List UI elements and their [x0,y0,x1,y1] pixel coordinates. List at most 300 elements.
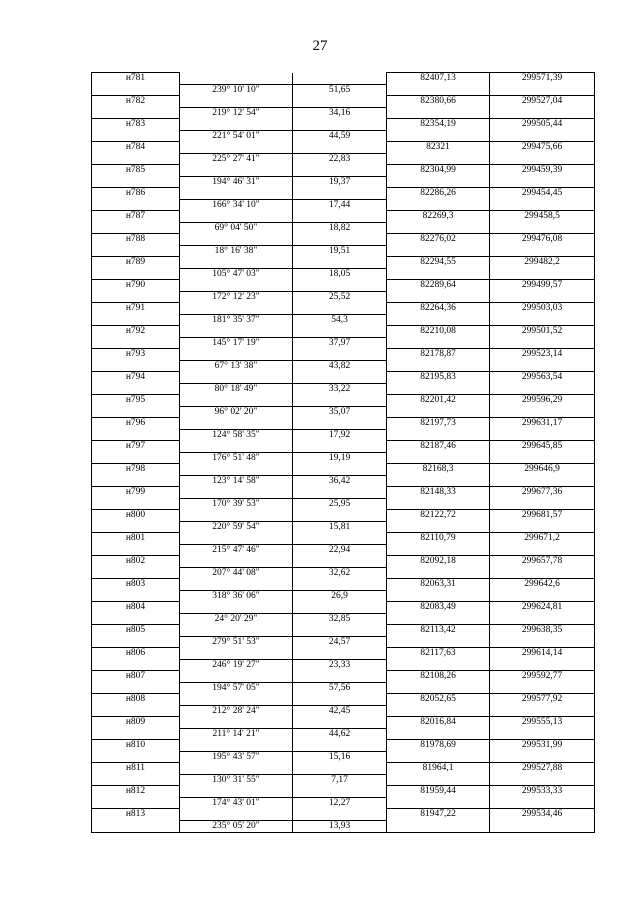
blank-cell [180,533,293,545]
blank-cell [180,96,293,108]
blank-cell [387,84,490,96]
length-cell: 32,62 [293,567,387,579]
y-coordinate-cell: 299631,17 [490,418,595,430]
blank-cell [293,234,387,246]
point-name-cell: н787 [92,211,180,223]
x-coordinate-cell: 82269,3 [387,211,490,223]
point-name-cell: н807 [92,671,180,683]
blank-cell [293,556,387,568]
y-coordinate-cell: 299454,45 [490,188,595,200]
blank-cell [180,165,293,177]
direction-angle-cell: 96° 02' 20" [180,406,293,418]
length-cell: 44,62 [293,728,387,740]
blank-cell [180,464,293,476]
blank-cell [92,544,180,556]
y-coordinate-cell: 299476,08 [490,234,595,246]
blank-cell [293,326,387,338]
table-row [92,176,595,188]
blank-cell [490,613,595,625]
blank-cell [387,544,490,556]
y-coordinate-cell: 299614,14 [490,648,595,660]
blank-cell [293,372,387,384]
blank-cell [92,751,180,763]
blank-cell [92,406,180,418]
blank-cell [180,556,293,568]
x-coordinate-cell: 82178,87 [387,349,490,361]
blank-cell [387,199,490,211]
x-coordinate-cell: 82264,36 [387,303,490,315]
blank-cell [387,636,490,648]
blank-cell [293,533,387,545]
point-name-cell: н789 [92,257,180,269]
table-row [92,326,595,338]
blank-cell [490,659,595,671]
y-coordinate-cell: 299555,13 [490,717,595,729]
x-coordinate-cell: 82195,83 [387,372,490,384]
direction-angle-cell: 207° 44' 08" [180,567,293,579]
table-row [92,360,595,372]
direction-angle-cell: 181° 35' 37" [180,314,293,326]
blank-cell [387,452,490,464]
table-row [92,337,595,349]
x-coordinate-cell: 82407,13 [387,73,490,85]
table-row [92,268,595,280]
blank-cell [293,303,387,315]
table-row [92,280,595,292]
table-row [92,533,595,545]
table-row [92,682,595,694]
table-row [92,590,595,602]
blank-cell [180,786,293,798]
blank-cell [387,360,490,372]
point-name-cell: н803 [92,579,180,591]
length-cell: 25,95 [293,498,387,510]
x-coordinate-cell: 82210,08 [387,326,490,338]
table-row [92,636,595,648]
blank-cell [180,395,293,407]
table-row [92,84,595,96]
direction-angle-cell: 80° 18' 49" [180,383,293,395]
table-row [92,797,595,809]
blank-cell [180,694,293,706]
blank-cell [387,268,490,280]
blank-cell [490,314,595,326]
y-coordinate-cell: 299501,52 [490,326,595,338]
y-coordinate-cell: 299482,2 [490,257,595,269]
blank-cell [387,705,490,717]
blank-cell [490,291,595,303]
blank-cell [180,671,293,683]
x-coordinate-cell: 81947,22 [387,809,490,821]
y-coordinate-cell: 299592,77 [490,671,595,683]
blank-cell [92,314,180,326]
table-row [92,314,595,326]
y-coordinate-cell: 299677,36 [490,487,595,499]
blank-cell [490,590,595,602]
point-name-cell: н796 [92,418,180,430]
blank-cell [387,153,490,165]
length-cell: 24,57 [293,636,387,648]
blank-cell [92,337,180,349]
blank-cell [92,659,180,671]
x-coordinate-cell: 82016,84 [387,717,490,729]
x-coordinate-cell: 82321 [387,142,490,154]
table-row [92,567,595,579]
blank-cell [293,464,387,476]
point-name-cell: н810 [92,740,180,752]
point-name-cell: н794 [92,372,180,384]
length-cell: 23,33 [293,659,387,671]
blank-cell [293,418,387,430]
table-row [92,728,595,740]
point-name-cell: н781 [92,73,180,85]
x-coordinate-cell: 82286,26 [387,188,490,200]
x-coordinate-cell: 82110,79 [387,533,490,545]
blank-cell [387,475,490,487]
table-row [92,234,595,246]
direction-angle-cell: 194° 46' 31" [180,176,293,188]
blank-cell [180,602,293,614]
direction-angle-cell: 219° 12' 54" [180,107,293,119]
blank-cell [293,717,387,729]
blank-cell [490,84,595,96]
blank-cell [387,291,490,303]
blank-cell [180,188,293,200]
length-cell: 18,05 [293,268,387,280]
point-name-cell: н792 [92,326,180,338]
blank-cell [490,337,595,349]
length-cell: 36,42 [293,475,387,487]
table-row [92,740,595,752]
blank-cell [387,176,490,188]
blank-cell [92,728,180,740]
point-name-cell: н791 [92,303,180,315]
x-coordinate-cell: 81959,44 [387,786,490,798]
blank-cell [387,337,490,349]
direction-angle-cell: 212° 28' 24" [180,705,293,717]
table-row [92,751,595,763]
point-name-cell: н806 [92,648,180,660]
blank-cell [293,625,387,637]
blank-cell [180,579,293,591]
page-number: 27 [312,38,328,54]
table-row [92,705,595,717]
direction-angle-cell: 170° 39' 53" [180,498,293,510]
blank-cell [387,751,490,763]
blank-cell [92,636,180,648]
blank-cell [293,395,387,407]
y-coordinate-cell: 299523,14 [490,349,595,361]
table-row [92,119,595,131]
blank-cell [293,694,387,706]
table-row [92,96,595,108]
direction-angle-cell: 67° 13' 38" [180,360,293,372]
x-coordinate-cell: 82063,31 [387,579,490,591]
table-row [92,809,595,821]
x-coordinate-cell: 82052,65 [387,694,490,706]
blank-cell [180,119,293,131]
blank-cell [490,130,595,142]
blank-cell [92,797,180,809]
y-coordinate-cell: 299533,33 [490,786,595,798]
blank-cell [490,567,595,579]
blank-cell [490,429,595,441]
blank-cell [490,682,595,694]
direction-angle-cell: 174° 43' 01" [180,797,293,809]
length-cell: 51,65 [293,84,387,96]
table-row [92,441,595,453]
blank-cell [92,84,180,96]
blank-cell [490,521,595,533]
length-cell: 18,82 [293,222,387,234]
point-name-cell: н808 [92,694,180,706]
y-coordinate-cell: 299563,54 [490,372,595,384]
length-cell: 32,85 [293,613,387,625]
length-cell: 7,17 [293,774,387,786]
direction-angle-cell: 194° 57' 05" [180,682,293,694]
direction-angle-cell: 130° 31' 55" [180,774,293,786]
blank-cell [293,257,387,269]
table-row [92,406,595,418]
point-name-cell: н793 [92,349,180,361]
y-coordinate-cell: 299503,03 [490,303,595,315]
x-coordinate-cell: 81978,69 [387,740,490,752]
blank-cell [180,349,293,361]
table-row [92,142,595,154]
y-coordinate-cell: 299527,88 [490,763,595,775]
y-coordinate-cell: 299577,92 [490,694,595,706]
y-coordinate-cell: 299534,46 [490,809,595,821]
blank-cell [180,763,293,775]
x-coordinate-cell: 82276,02 [387,234,490,246]
table-row [92,73,595,85]
blank-cell [490,199,595,211]
table-row [92,429,595,441]
blank-cell [180,211,293,223]
point-name-cell: н799 [92,487,180,499]
point-name-cell: н785 [92,165,180,177]
blank-cell [92,521,180,533]
table-row [92,613,595,625]
point-name-cell: н812 [92,786,180,798]
blank-cell [92,567,180,579]
blank-cell [180,740,293,752]
table-row [92,349,595,361]
blank-cell [92,268,180,280]
y-coordinate-cell: 299475,66 [490,142,595,154]
blank-cell [92,429,180,441]
blank-cell [490,797,595,809]
y-coordinate-cell: 299458,5 [490,211,595,223]
blank-cell [92,820,180,832]
blank-cell [92,360,180,372]
blank-cell [92,613,180,625]
x-coordinate-cell: 82354,19 [387,119,490,131]
blank-cell [92,475,180,487]
x-coordinate-cell: 82117,63 [387,648,490,660]
blank-cell [92,291,180,303]
y-coordinate-cell: 299657,78 [490,556,595,568]
length-cell: 33,22 [293,383,387,395]
blank-cell [180,280,293,292]
point-name-cell: н800 [92,510,180,522]
blank-cell [387,659,490,671]
blank-cell [490,498,595,510]
point-name-cell: н809 [92,717,180,729]
direction-angle-cell: 145° 17' 19" [180,337,293,349]
x-coordinate-cell: 82122,72 [387,510,490,522]
blank-cell [180,326,293,338]
y-coordinate-cell: 299681,57 [490,510,595,522]
blank-cell [293,671,387,683]
table-row [92,544,595,556]
direction-angle-cell: 69° 04' 50" [180,222,293,234]
length-cell: 35,07 [293,406,387,418]
point-name-cell: н797 [92,441,180,453]
y-coordinate-cell: 299671,2 [490,533,595,545]
blank-cell [387,498,490,510]
table-row [92,291,595,303]
blank-cell [387,429,490,441]
table-row [92,464,595,476]
y-coordinate-cell: 299646,9 [490,464,595,476]
x-coordinate-cell: 82289,64 [387,280,490,292]
y-coordinate-cell: 299527,04 [490,96,595,108]
length-cell: 26,9 [293,590,387,602]
blank-cell [180,303,293,315]
blank-cell [180,73,293,85]
direction-angle-cell: 124° 58' 35" [180,429,293,441]
table-row [92,372,595,384]
x-coordinate-cell: 82294,55 [387,257,490,269]
direction-angle-cell: 235° 05' 20" [180,820,293,832]
point-name-cell: н802 [92,556,180,568]
blank-cell [490,383,595,395]
length-cell: 13,93 [293,820,387,832]
table-row [92,498,595,510]
y-coordinate-cell: 299642,6 [490,579,595,591]
table-row [92,153,595,165]
x-coordinate-cell: 82113,42 [387,625,490,637]
x-coordinate-cell: 82083,49 [387,602,490,614]
table-row [92,188,595,200]
blank-cell [490,153,595,165]
point-name-cell: н783 [92,119,180,131]
length-cell: 54,3 [293,314,387,326]
table-row [92,694,595,706]
blank-cell [180,625,293,637]
length-cell: 19,37 [293,176,387,188]
table-row [92,717,595,729]
point-name-cell: н813 [92,809,180,821]
blank-cell [293,510,387,522]
blank-cell [92,452,180,464]
blank-cell [180,234,293,246]
blank-cell [293,349,387,361]
length-cell: 57,56 [293,682,387,694]
x-coordinate-cell: 82187,46 [387,441,490,453]
blank-cell [293,188,387,200]
length-cell: 15,81 [293,521,387,533]
length-cell: 34,16 [293,107,387,119]
blank-cell [387,728,490,740]
direction-angle-cell: 246° 19' 27" [180,659,293,671]
table-row [92,625,595,637]
blank-cell [180,809,293,821]
blank-cell [293,119,387,131]
blank-cell [490,176,595,188]
table-row [92,602,595,614]
direction-angle-cell: 279° 51' 53" [180,636,293,648]
point-name-cell: н798 [92,464,180,476]
blank-cell [180,648,293,660]
y-coordinate-cell: 299531,99 [490,740,595,752]
point-name-cell: н782 [92,96,180,108]
direction-angle-cell: 172° 12' 23" [180,291,293,303]
direction-angle-cell: 195° 43' 57" [180,751,293,763]
blank-cell [387,797,490,809]
y-coordinate-cell: 299624,81 [490,602,595,614]
blank-cell [92,130,180,142]
blank-cell [293,73,387,85]
direction-angle-cell: 176° 51' 48" [180,452,293,464]
blank-cell [293,602,387,614]
blank-cell [293,142,387,154]
blank-cell [92,383,180,395]
blank-cell [180,487,293,499]
blank-cell [387,774,490,786]
blank-cell [387,682,490,694]
table-row [92,418,595,430]
blank-cell [490,452,595,464]
blank-cell [387,107,490,119]
length-cell: 37,97 [293,337,387,349]
direction-angle-cell: 215° 47' 46" [180,544,293,556]
point-name-cell: н805 [92,625,180,637]
blank-cell [490,774,595,786]
point-name-cell: н811 [92,763,180,775]
blank-cell [387,567,490,579]
blank-cell [180,510,293,522]
blank-cell [387,222,490,234]
length-cell: 22,94 [293,544,387,556]
blank-cell [387,130,490,142]
direction-angle-cell: 211° 14' 21" [180,728,293,740]
table-row [92,130,595,142]
blank-cell [490,728,595,740]
table-row [92,510,595,522]
point-name-cell: н801 [92,533,180,545]
direction-angle-cell: 166° 34' 10" [180,199,293,211]
direction-angle-cell: 105° 47' 03" [180,268,293,280]
table-row [92,245,595,257]
table-row [92,199,595,211]
table-row [92,211,595,223]
direction-angle-cell: 24° 20' 29" [180,613,293,625]
table-row [92,107,595,119]
length-cell: 19,51 [293,245,387,257]
blank-cell [293,786,387,798]
x-coordinate-cell: 82380,66 [387,96,490,108]
direction-angle-cell: 225° 27' 41" [180,153,293,165]
table-row [92,648,595,660]
blank-cell [180,257,293,269]
blank-cell [490,544,595,556]
length-cell: 43,82 [293,360,387,372]
y-coordinate-cell: 299459,39 [490,165,595,177]
blank-cell [293,740,387,752]
blank-cell [180,441,293,453]
